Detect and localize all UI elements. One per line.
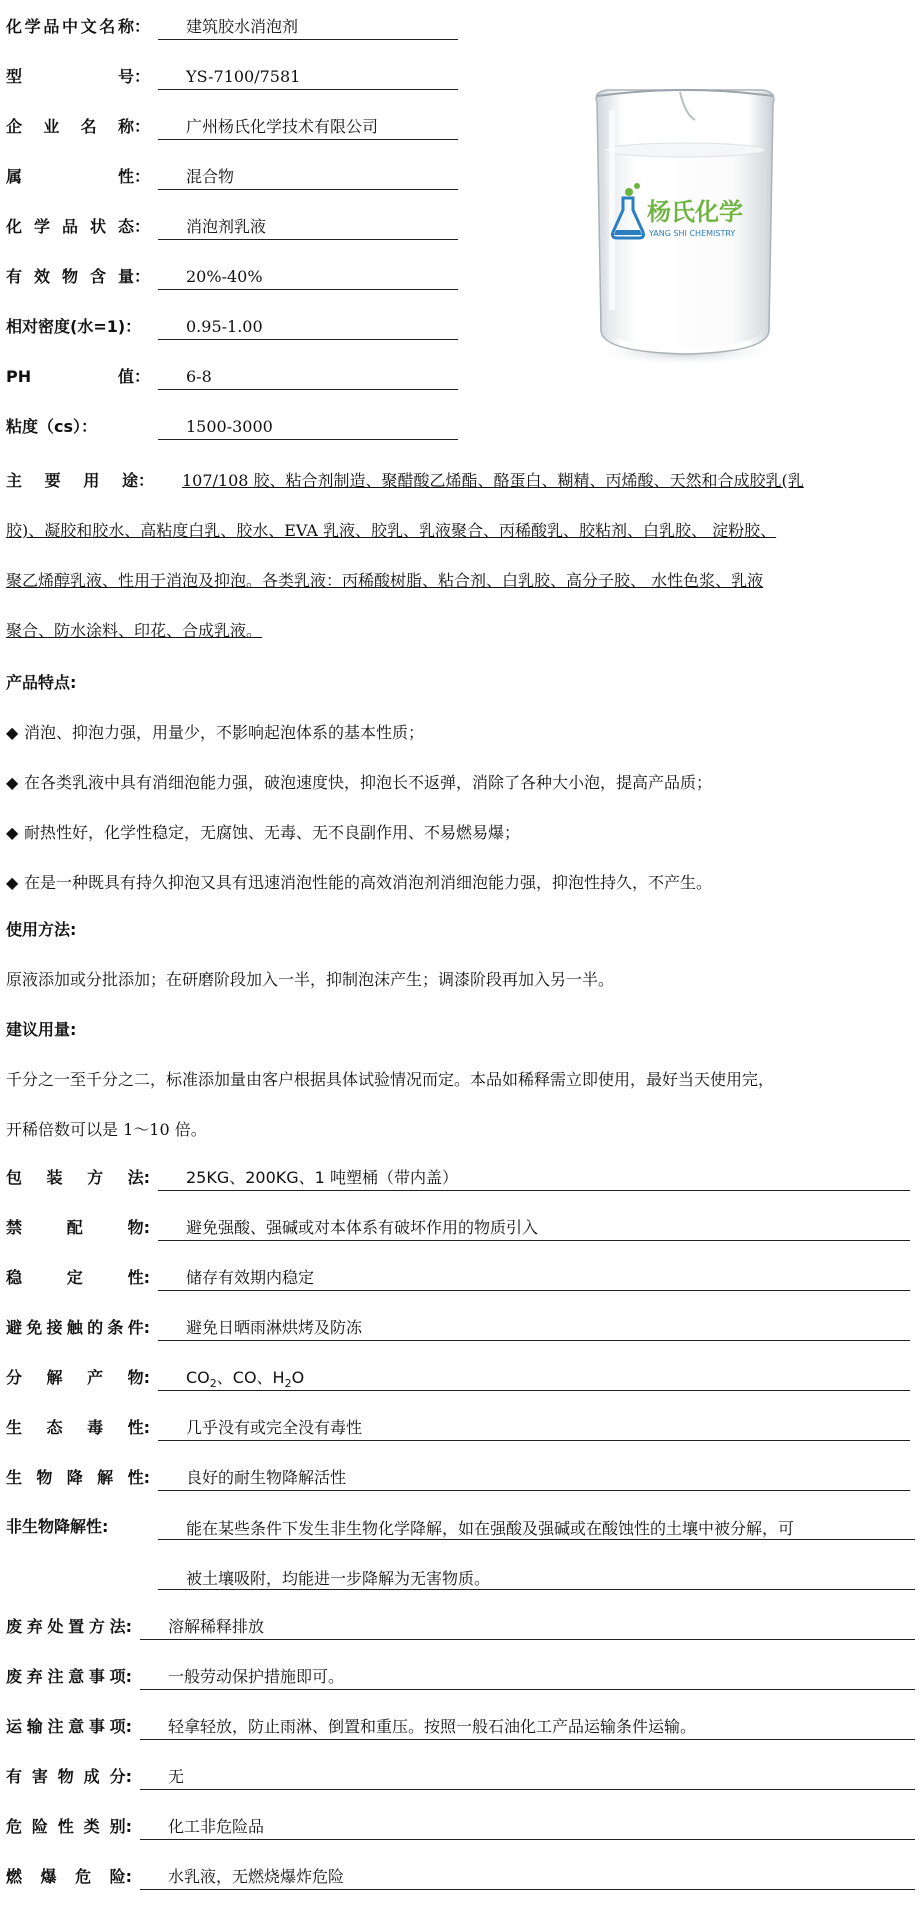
- method-text: 原液添加或分批添加；在研磨阶段加入一半，抑制泡沫产生；调漆阶段再加入另一半。: [6, 970, 615, 989]
- feature-text: 在是一种既具有持久抑泡又具有迅速消泡性能的高效消泡剂消细泡能力强，抑泡性持久，不产生。: [24, 873, 713, 892]
- field-label: 避 免 接 触 的 条 件:: [6, 1318, 150, 1337]
- field-value: 消泡剂乳液: [158, 216, 458, 240]
- field-value: 25KG、200KG、1 吨塑桶（带内盖）: [158, 1167, 910, 1191]
- feature-text: 耐热性好，化学性稳定，无腐蚀、无毒、无不良副作用、不易燃易爆；: [24, 823, 521, 842]
- field-value: 良好的耐生物降解活性: [158, 1467, 910, 1491]
- diamond-bullet-icon: ◆: [6, 773, 19, 792]
- features-title: 产品特点:: [6, 673, 77, 692]
- usage-line-3: 聚乙烯醇乳液、性用于消泡及抑泡。各类乳液：丙稀酸树脂、粘合剂、白乳胶、高分子胶、 水性色浆、乳液: [6, 571, 764, 590]
- dosage-line-1: 千分之一至千分之二，标准添加量由客户根据具体试验情况而定。本品如稀释需立即使用，最好当天使用完，: [6, 1070, 775, 1089]
- usage-label: 主 要 用 途：: [6, 471, 154, 490]
- field-label: 危 险 性 类 别:: [6, 1817, 132, 1836]
- field-value: 1500-3000: [158, 416, 458, 440]
- dosage-line-2: 开稀倍数可以是 1～10 倍。: [6, 1120, 207, 1139]
- nonbio-line-1: 能在某些条件下发生非生物化学降解，如在强酸及强碱或在酸蚀性的土壤中被分解，可: [158, 1516, 915, 1540]
- field-label: 有 效 物 含 量：: [6, 267, 150, 286]
- field-label: 稳 定 性:: [6, 1268, 150, 1287]
- field-label: 废 弃 处 置 方 法:: [6, 1617, 132, 1636]
- field-value: 轻拿轻放，防止雨淋、倒置和重压。按照一般石油化工产品运输条件运输。: [140, 1716, 915, 1740]
- nonbio-label: 非生物降解性:: [6, 1517, 109, 1536]
- feature-item: [6, 820, 520, 843]
- feature-item: [6, 870, 712, 893]
- brand-logo-subtext: YANG SHI CHEMISTRY: [649, 229, 736, 238]
- field-value: 20%-40%: [158, 266, 458, 290]
- usage-line-4: 聚合、防水涂料、印花、合成乳液。: [6, 621, 263, 640]
- diamond-bullet-icon: ◆: [6, 823, 19, 842]
- field-label: 生 态 毒 性:: [6, 1418, 150, 1437]
- method-title: 使用方法:: [6, 920, 77, 939]
- product-beaker-image: [585, 80, 785, 370]
- usage-line-2: 胶)、凝胶和胶水、高粘度白乳、胶水、EVA 乳液、胶乳、乳液聚合、丙稀酸乳、胶粘剂、白乳胶、 淀粉胶、: [6, 521, 777, 540]
- nonbio-line-2: 被土壤吸附，均能进一步降解为无害物质。: [158, 1566, 915, 1590]
- field-label: 粘度（cs）：: [6, 417, 98, 436]
- field-value: 溶解稀释排放: [140, 1616, 915, 1640]
- feature-item: [6, 770, 712, 793]
- field-value: 无: [140, 1766, 915, 1790]
- field-value: 0.95-1.00: [158, 316, 458, 340]
- field-value: $CO_2$、CO、$H_2O$: [158, 1367, 910, 1391]
- field-value: 混合物: [158, 166, 458, 190]
- field-value: 避免强酸、强碱或对本体系有破坏作用的物质引入: [158, 1217, 910, 1241]
- field-value: YS-7100/7581: [158, 66, 458, 90]
- diamond-bullet-icon: ◆: [6, 873, 19, 892]
- feature-item: [6, 720, 424, 743]
- field-value: 避免日晒雨淋烘烤及防冻: [158, 1317, 910, 1341]
- diamond-bullet-icon: ◆: [6, 723, 19, 742]
- field-value: 水乳液，无燃烧爆炸危险: [140, 1866, 915, 1890]
- field-label: 燃 爆 危 险:: [6, 1867, 132, 1886]
- field-label: 企 业 名 称：: [6, 117, 150, 136]
- field-label: 化 学 品 中 文 名 称：: [6, 17, 150, 36]
- field-label: 相对密度(水=1)：: [6, 317, 142, 336]
- feature-text: 在各类乳液中具有消细泡能力强，破泡速度快，抑泡长不返弹，消除了各种大小泡，提高产品质；: [24, 773, 713, 792]
- field-value: 几乎没有或完全没有毒性: [158, 1417, 910, 1441]
- field-label: 分 解 产 物:: [6, 1368, 150, 1387]
- field-label: 化 学 品 状 态：: [6, 217, 150, 236]
- usage-line-1: 107/108 胶、粘合剂制造、聚醋酸乙烯酯、酪蛋白、糊精、丙烯酸、天然和合成胶乳(乳: [182, 471, 804, 490]
- field-label: PH 值：: [6, 367, 150, 386]
- field-label: 包 装 方 法:: [6, 1168, 150, 1187]
- field-value: 储存有效期内稳定: [158, 1267, 910, 1291]
- field-value: 一般劳动保护措施即可。: [140, 1666, 915, 1690]
- field-value: 6-8: [158, 366, 458, 390]
- feature-text: 消泡、抑泡力强，用量少，不影响起泡体系的基本性质；: [24, 723, 425, 742]
- field-value: 化工非危险品: [140, 1816, 915, 1840]
- field-value: 建筑胶水消泡剂: [158, 16, 458, 40]
- dosage-title: 建议用量:: [6, 1020, 77, 1039]
- field-label: 禁 配 物:: [6, 1218, 150, 1237]
- field-label: 运 输 注 意 事 项:: [6, 1717, 132, 1736]
- field-label: 有 害 物 成 分:: [6, 1767, 132, 1786]
- field-label: 属 性：: [6, 167, 150, 186]
- field-label: 废 弃 注 意 事 项:: [6, 1667, 132, 1686]
- field-value: 广州杨氏化学技术有限公司: [158, 116, 458, 140]
- field-label: 型 号：: [6, 67, 150, 86]
- field-label: 生 物 降 解 性:: [6, 1468, 150, 1487]
- brand-logo-text: 杨氏化学: [647, 198, 743, 226]
